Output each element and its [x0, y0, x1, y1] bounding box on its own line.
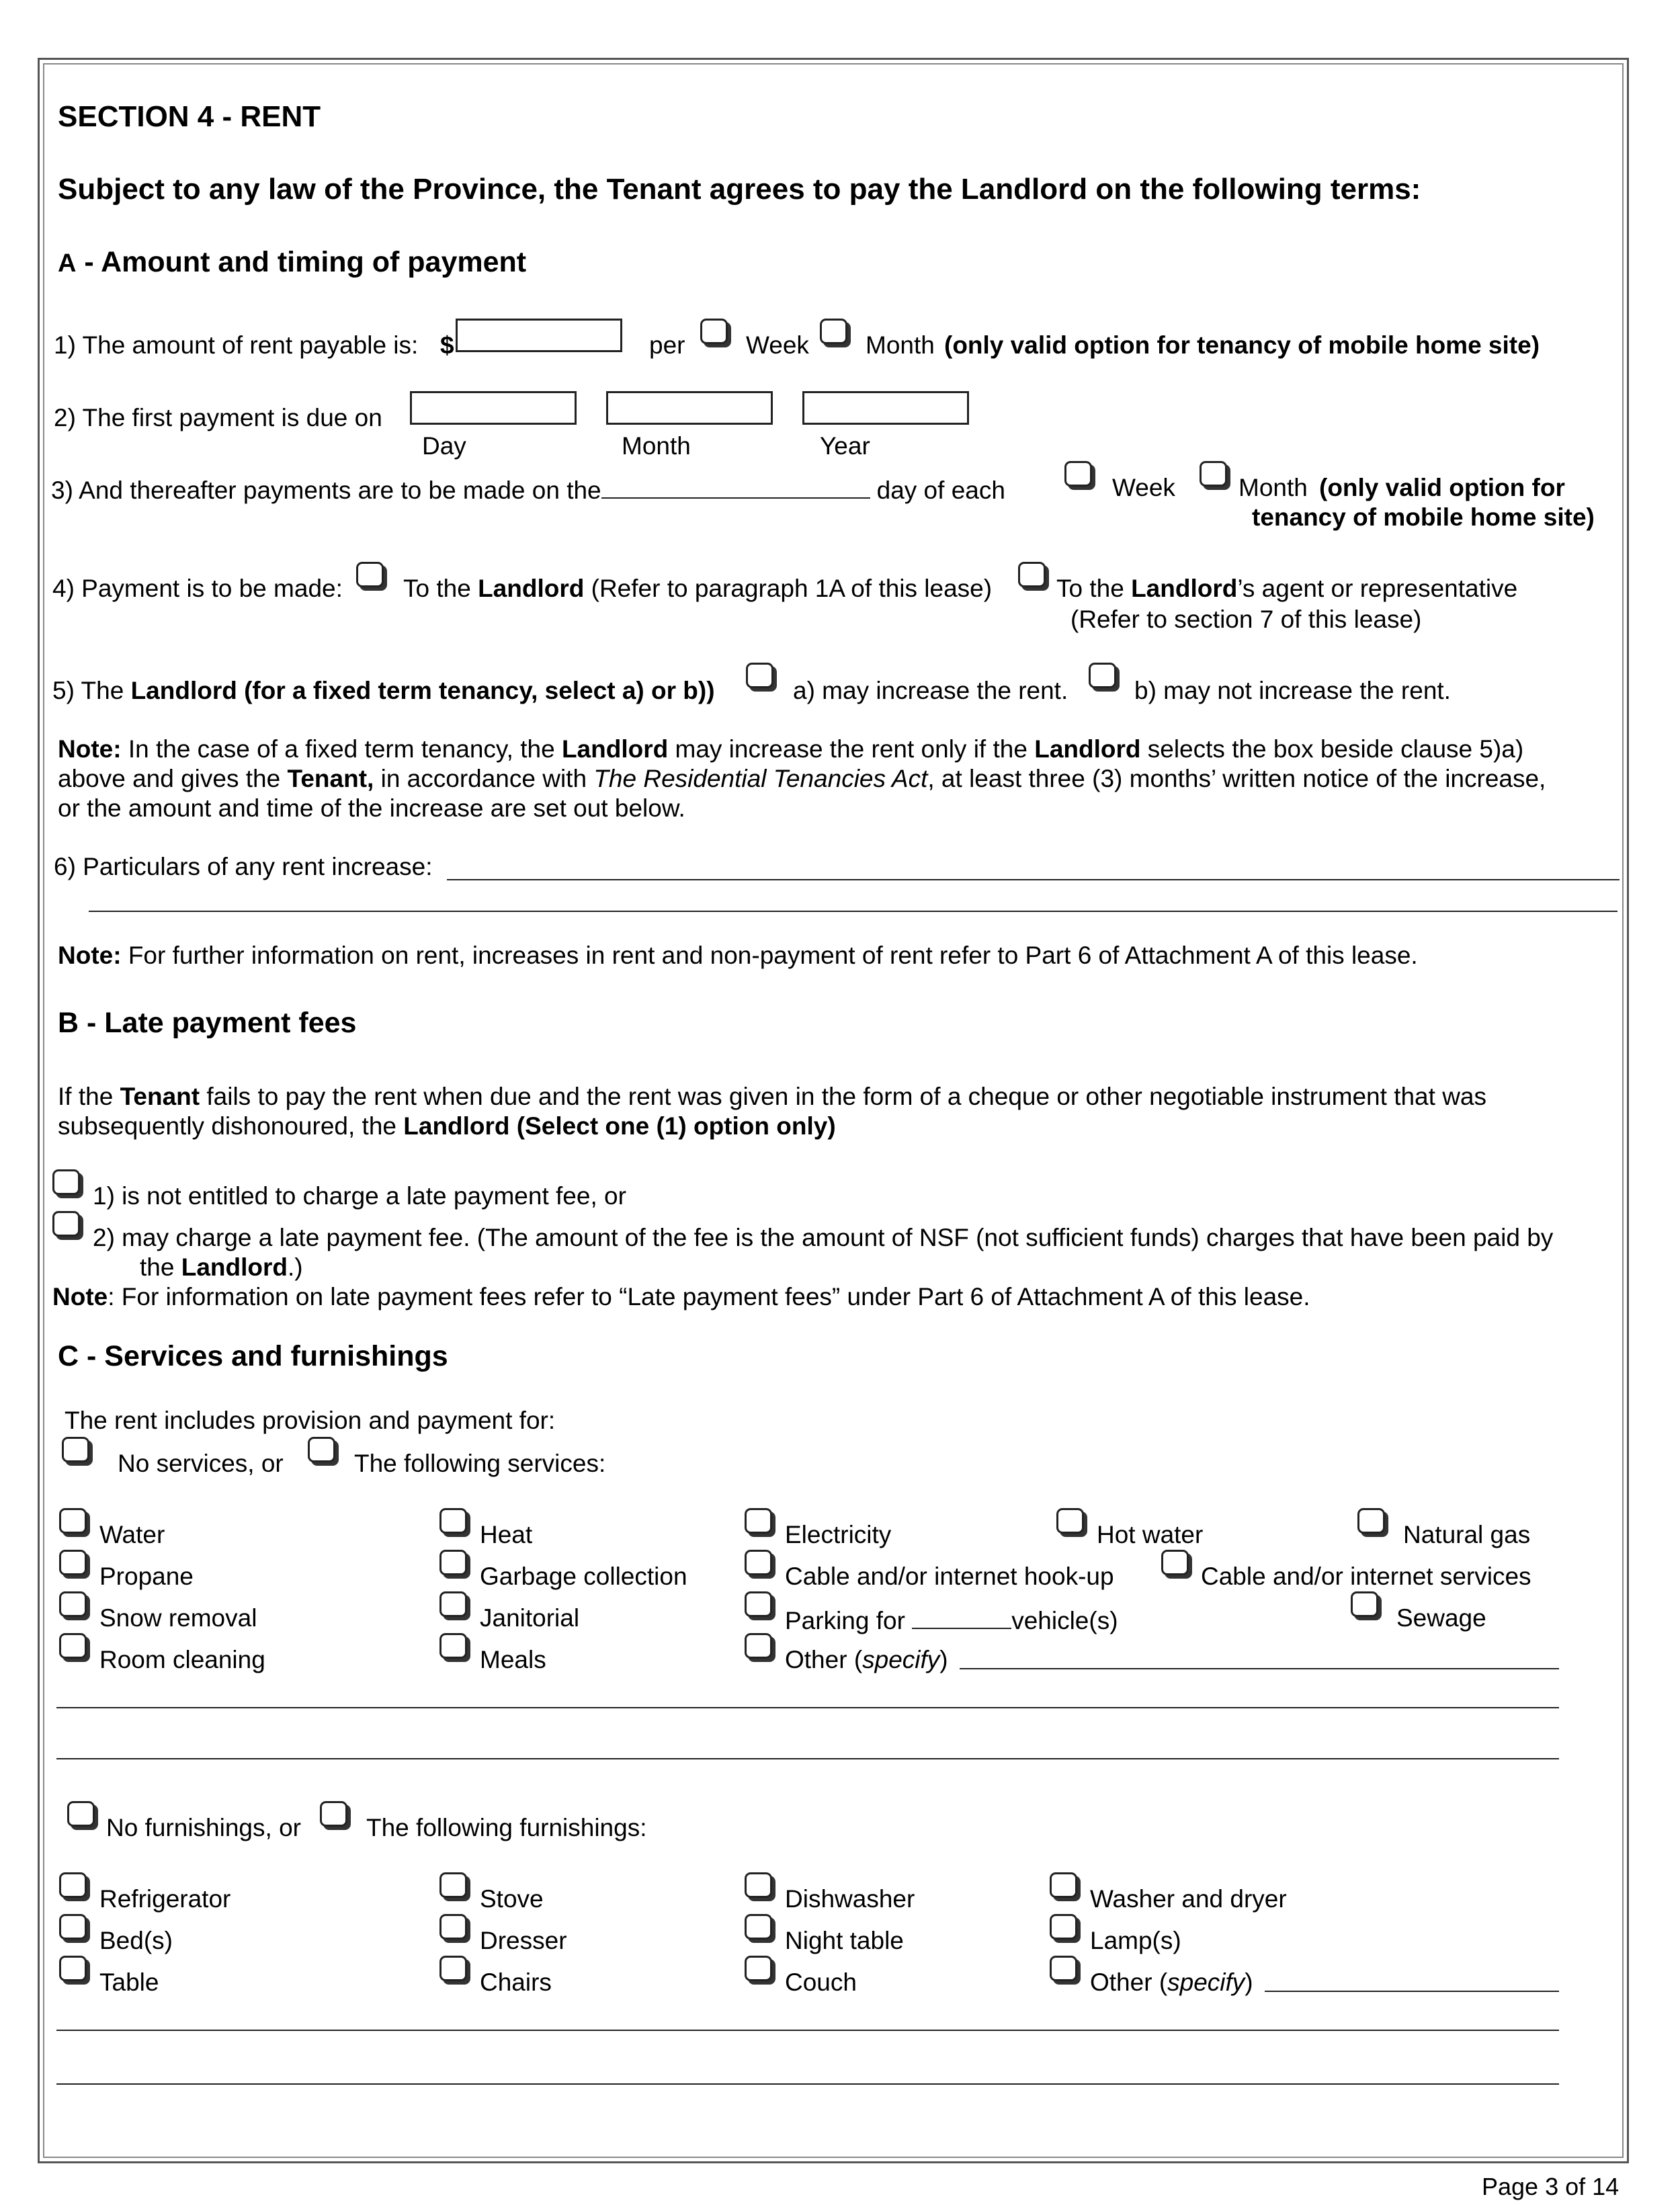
particulars-line-2[interactable] [89, 911, 1618, 912]
no-furnishings-checkbox[interactable] [67, 1801, 95, 1827]
late-fee-close: .) [287, 1253, 303, 1281]
fixed-term-note-line2 [58, 764, 1546, 794]
note-landlord-2: Landlord [1034, 735, 1141, 763]
refrigerator-checkbox[interactable] [59, 1872, 87, 1898]
first-payment-month-field[interactable] [606, 391, 773, 425]
rent-info-note [58, 941, 1418, 970]
note-text-4: above and gives the [58, 765, 288, 792]
furnishings-line-2[interactable] [56, 2030, 1559, 2031]
sewage-checkbox[interactable] [1351, 1591, 1378, 1617]
particulars-label: 6) Particulars of any rent increase: [54, 853, 433, 880]
rent-info-note-label: Note: [58, 942, 122, 969]
part-a-letter: A [58, 249, 77, 278]
late-fee-checkbox[interactable] [52, 1211, 80, 1237]
note-text-3: selects the box beside clause 5)a) [1140, 735, 1524, 763]
pay-agent-suffix: ’s agent or representative [1237, 575, 1518, 602]
electricity-label: Electricity [785, 1521, 892, 1548]
part-c-heading: C - Services and furnishings [58, 1340, 448, 1372]
services-line-3[interactable] [56, 1758, 1559, 1759]
propane-checkbox[interactable] [59, 1550, 87, 1575]
rent-info-note-text: For further information on rent, increases in rent and non-payment of rent refer to Part 6 of Attachment A of this lease. [121, 942, 1418, 969]
following-furnishings-label: The following furnishings: [366, 1814, 647, 1841]
other-furnishings-close: ) [1245, 1968, 1253, 1996]
part-b-heading: B - Late payment fees [58, 1007, 357, 1039]
parking-count-blank[interactable] [912, 1604, 1011, 1629]
lamps-checkbox[interactable] [1050, 1914, 1077, 1940]
thereafter-month-checkbox[interactable] [1200, 461, 1227, 487]
pay-landlord-checkbox[interactable] [356, 562, 384, 587]
note-text-2: may increase the rent only if the [668, 735, 1035, 763]
heat-label: Heat [480, 1521, 533, 1548]
parking-vehicles: vehicle(s) [1011, 1607, 1118, 1634]
late-fee-text-1: If the [58, 1083, 120, 1110]
note-text-1: In the case of a fixed term tenancy, the [121, 735, 562, 763]
late-fee-select: (Select one (1) option only) [509, 1112, 836, 1140]
dishwasher-checkbox[interactable] [745, 1872, 772, 1898]
note-text-5: in accordance with [374, 765, 594, 792]
thereafter-week-label: Week [1112, 474, 1175, 501]
late-fee-landlord: Landlord [403, 1112, 510, 1140]
table-label: Table [99, 1968, 159, 1996]
rent-amount-field[interactable] [456, 319, 622, 352]
no-furnishings-label: No furnishings, or [106, 1814, 301, 1841]
water-checkbox[interactable] [59, 1508, 87, 1534]
natural-gas-checkbox[interactable] [1357, 1508, 1385, 1534]
rent-week-label: Week [746, 331, 809, 359]
heat-checkbox[interactable] [439, 1508, 467, 1534]
late-fee-para-line2 [58, 1112, 836, 1141]
couch-label: Couch [785, 1968, 857, 1996]
month-caption: Month [622, 432, 691, 460]
following-furnishings-checkbox[interactable] [320, 1801, 347, 1827]
increase-label [52, 676, 715, 706]
late-fee-note [52, 1282, 1310, 1312]
day-caption: Day [422, 432, 466, 460]
night-table-checkbox[interactable] [745, 1914, 772, 1940]
rent-month-checkbox[interactable] [820, 319, 847, 344]
part-a-heading [58, 247, 526, 278]
first-payment-year-field[interactable] [802, 391, 969, 425]
may-not-increase-checkbox[interactable] [1089, 663, 1116, 688]
first-payment-day-field[interactable] [410, 391, 577, 425]
no-services-label: No services, or [118, 1450, 284, 1477]
late-fee-text-3: subsequently dishonoured, the [58, 1112, 404, 1140]
pay-landlord-text [403, 574, 992, 604]
beds-checkbox[interactable] [59, 1914, 87, 1940]
thereafter-week-checkbox[interactable] [1064, 461, 1092, 487]
thereafter-note-2: tenancy of mobile home site) [1252, 503, 1595, 531]
increase-bold: Landlord (for a fixed term tenancy, select a) or b)) [130, 677, 715, 704]
other-services-line[interactable] [960, 1668, 1559, 1669]
thereafter-note-1: (only valid option for [1319, 474, 1565, 501]
note-tenant: Tenant, [287, 765, 374, 792]
late-fee-landlord-2: Landlord [181, 1253, 288, 1281]
dishwasher-label: Dishwasher [785, 1885, 915, 1913]
room-cleaning-label: Room cleaning [99, 1646, 265, 1673]
late-fee-note-label: Note [52, 1283, 108, 1310]
section-intro: Subject to any law of the Province, the Tenant agrees to pay the Landlord on the following terms: [58, 173, 1421, 206]
furnishings-line-3[interactable] [56, 2083, 1559, 2085]
parking-checkbox[interactable] [745, 1591, 772, 1617]
pay-agent-landlord: Landlord [1131, 575, 1238, 602]
other-furnishings-checkbox[interactable] [1050, 1956, 1077, 1981]
late-fee-tenant: Tenant [120, 1083, 200, 1110]
meals-checkbox[interactable] [439, 1633, 467, 1659]
note-text-6: , at least three (3) months’ written notice of the increase, [927, 765, 1546, 792]
couch-checkbox[interactable] [745, 1956, 772, 1981]
washer-dryer-label: Washer and dryer [1090, 1885, 1287, 1913]
rent-month-label: Month [866, 331, 935, 359]
garbage-label: Garbage collection [480, 1563, 687, 1590]
night-table-label: Night table [785, 1927, 904, 1954]
other-services-checkbox[interactable] [745, 1633, 772, 1659]
water-label: Water [99, 1521, 165, 1548]
fixed-term-note-line1 [58, 735, 1523, 764]
no-late-fee-label: 1) is not entitled to charge a late payment fee, or [93, 1182, 626, 1210]
may-not-increase-label: b) may not increase the rent. [1134, 677, 1451, 704]
dresser-label: Dresser [480, 1927, 567, 1954]
currency-symbol: $ [440, 331, 454, 359]
lamps-label: Lamp(s) [1090, 1927, 1181, 1954]
following-services-label: The following services: [354, 1450, 606, 1477]
other-furnishings-line[interactable] [1265, 1991, 1559, 1992]
janitorial-label: Janitorial [480, 1604, 580, 1632]
per-label: per [649, 331, 685, 359]
late-fee-label-cont [140, 1253, 303, 1282]
sewage-label: Sewage [1396, 1604, 1486, 1632]
first-payment-label: 2) The first payment is due on [54, 404, 382, 431]
day-of-each-text: day of each [876, 476, 1005, 504]
note-landlord-1: Landlord [561, 735, 669, 763]
payment-day-blank[interactable] [601, 473, 870, 499]
snow-removal-label: Snow removal [99, 1604, 257, 1632]
thereafter-label [51, 473, 1005, 505]
electricity-checkbox[interactable] [745, 1508, 772, 1534]
cable-services-checkbox[interactable] [1161, 1550, 1189, 1575]
cable-hookup-label: Cable and/or internet hook-up [785, 1563, 1114, 1590]
increase-the: 5) The [52, 677, 124, 704]
other-services-close: ) [939, 1646, 948, 1673]
note-act-title: The Residential Tenancies Act [593, 765, 928, 792]
thereafter-month-label: Month [1238, 474, 1308, 501]
other-furnishings-open: Other ( [1090, 1968, 1168, 1996]
payment-made-label: 4) Payment is to be made: [52, 575, 343, 602]
rent-month-note: (only valid option for tenancy of mobile home site) [944, 331, 1540, 359]
table-checkbox[interactable] [59, 1956, 87, 1981]
pay-to-the: To the [403, 575, 471, 602]
following-services-checkbox[interactable] [308, 1437, 335, 1462]
rent-amount-label: 1) The amount of rent payable is: [54, 331, 419, 359]
stove-label: Stove [480, 1885, 544, 1913]
no-services-checkbox[interactable] [62, 1437, 89, 1462]
rent-includes-label: The rent includes provision and payment for: [65, 1407, 556, 1434]
snow-removal-checkbox[interactable] [59, 1591, 87, 1617]
part-a-title: - Amount and timing of payment [76, 246, 527, 278]
no-late-fee-checkbox[interactable] [52, 1169, 80, 1195]
other-services-open: Other ( [785, 1646, 863, 1673]
cable-services-label: Cable and/or internet services [1201, 1563, 1531, 1590]
janitorial-checkbox[interactable] [439, 1591, 467, 1617]
particulars-line-1[interactable] [447, 879, 1620, 880]
other-furnishings-specify: specify [1167, 1968, 1245, 1996]
parking-label [785, 1604, 1118, 1636]
natural-gas-label: Natural gas [1403, 1521, 1531, 1548]
hot-water-label: Hot water [1097, 1521, 1204, 1548]
late-fee-para-line1 [58, 1082, 1486, 1112]
pay-landlord-bold: Landlord [478, 575, 585, 602]
room-cleaning-checkbox[interactable] [59, 1633, 87, 1659]
cable-hookup-checkbox[interactable] [745, 1550, 772, 1575]
pay-agent-checkbox[interactable] [1018, 562, 1046, 587]
late-fee-note-text: : For information on late payment fees refer to “Late payment fees” under Part 6 of Attachment A of this lease. [108, 1283, 1310, 1310]
pay-landlord-ref: (Refer to paragraph 1A of this lease) [591, 575, 993, 602]
year-caption: Year [820, 432, 870, 460]
stove-checkbox[interactable] [439, 1872, 467, 1898]
fixed-term-note-line3: or the amount and time of the increase are set out below. [58, 794, 685, 822]
washer-dryer-checkbox[interactable] [1050, 1872, 1077, 1898]
pay-agent-ref: (Refer to section 7 of this lease) [1070, 606, 1422, 633]
beds-label: Bed(s) [99, 1927, 173, 1954]
may-increase-checkbox[interactable] [746, 663, 773, 688]
parking-for: Parking for [785, 1607, 913, 1634]
pay-agent-to-the: To the [1056, 575, 1124, 602]
thereafter-text: 3) And thereafter payments are to be made on the [51, 476, 601, 504]
chairs-checkbox[interactable] [439, 1956, 467, 1981]
garbage-checkbox[interactable] [439, 1550, 467, 1575]
late-fee-the: the [140, 1253, 181, 1281]
meals-label: Meals [480, 1646, 546, 1673]
pay-agent-text [1056, 574, 1517, 604]
other-services-label [785, 1645, 948, 1675]
late-fee-label: 2) may charge a late payment fee. (The amount of the fee is the amount of NSF (not sufficient funds) charges that have been paid by [93, 1224, 1554, 1251]
page-number: Page 3 of 14 [1482, 2173, 1620, 2200]
section-title: SECTION 4 - RENT [58, 100, 321, 133]
dresser-checkbox[interactable] [439, 1914, 467, 1940]
rent-week-checkbox[interactable] [700, 319, 728, 344]
may-increase-label: a) may increase the rent. [793, 677, 1068, 704]
chairs-label: Chairs [480, 1968, 552, 1996]
late-fee-text-2: fails to pay the rent when due and the rent was given in the form of a cheque or other negotiable instrument that was [200, 1083, 1486, 1110]
refrigerator-label: Refrigerator [99, 1885, 231, 1913]
services-line-2[interactable] [56, 1707, 1559, 1708]
propane-label: Propane [99, 1563, 194, 1590]
other-services-specify: specify [862, 1646, 940, 1673]
hot-water-checkbox[interactable] [1056, 1508, 1084, 1534]
other-furnishings-label [1090, 1968, 1253, 1997]
note-label: Note: [58, 735, 122, 763]
